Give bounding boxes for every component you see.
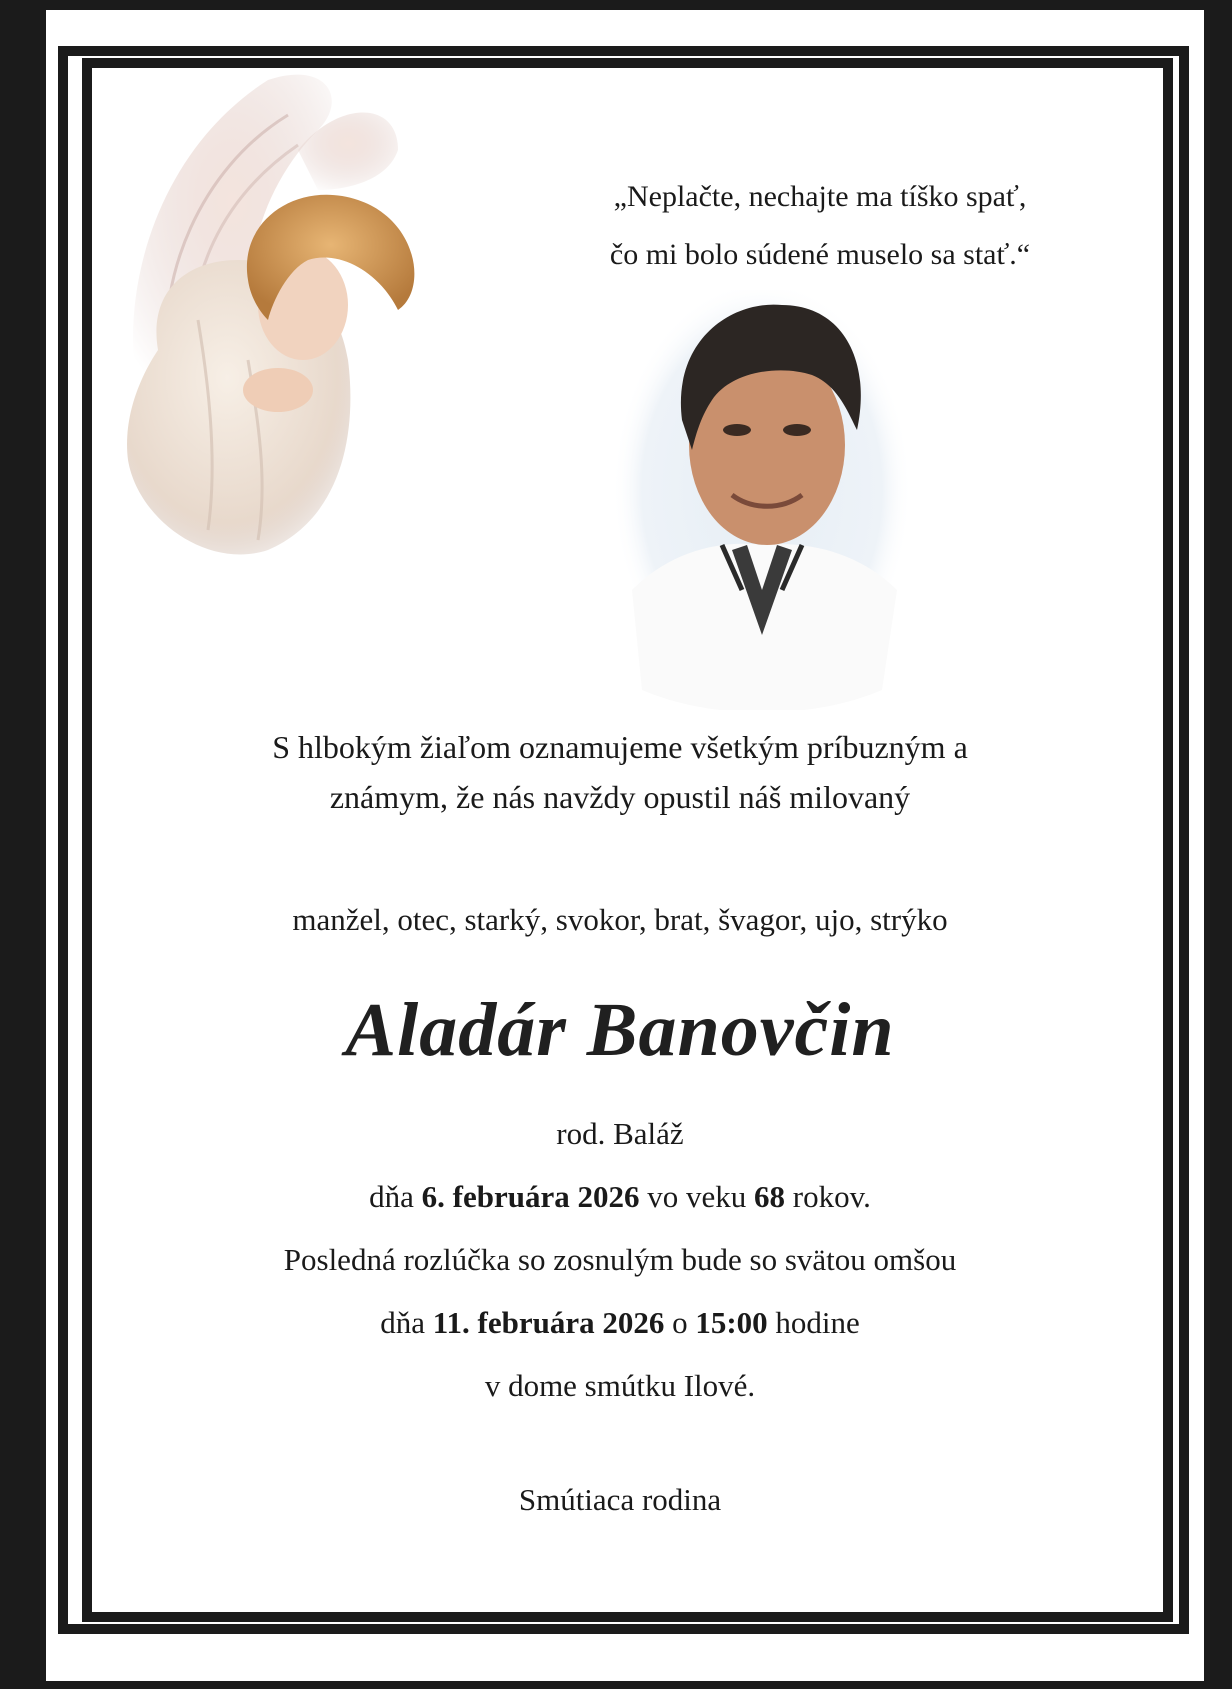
death-date-line bbox=[150, 1165, 1090, 1228]
birth-name: rod. Baláž bbox=[556, 1116, 684, 1151]
announcement-line-1: S hlbokým žiaľom oznamujeme všetkým príbuzným a bbox=[272, 729, 968, 765]
farewell-line-1: Posledná rozlúčka so zosnulým bude so svätou omšou bbox=[283, 1242, 957, 1277]
farewell-middle: o bbox=[672, 1305, 688, 1340]
family-relations: manžel, otec, starký, svokor, brat, švagor, ujo, strýko bbox=[292, 902, 948, 937]
quote-line-2: čo mi bolo súdené muselo sa stať.“ bbox=[609, 238, 1031, 271]
death-date: 6. februára 2026 bbox=[421, 1179, 640, 1214]
farewell-time: 15:00 bbox=[695, 1305, 768, 1340]
farewell-prefix: dňa bbox=[380, 1305, 425, 1340]
death-prefix: dňa bbox=[369, 1179, 414, 1214]
death-age: 68 bbox=[754, 1179, 786, 1214]
portrait-photo bbox=[612, 290, 912, 710]
deceased-name: Aladár Banovčin bbox=[345, 988, 895, 1072]
farewell-date-line bbox=[150, 1291, 1090, 1354]
announcement-line-2: známym, že nás navždy opustil náš milovaný bbox=[329, 779, 911, 815]
announcement-text bbox=[150, 722, 1090, 822]
death-suffix: rokov. bbox=[792, 1179, 871, 1214]
farewell-place: v dome smútku Ilové. bbox=[484, 1368, 756, 1403]
quote-line-1: „Neplačte, nechajte ma tíško spať, bbox=[613, 180, 1027, 213]
farewell-suffix: hodine bbox=[775, 1305, 860, 1340]
family-signature: Smútiaca rodina bbox=[518, 1482, 722, 1517]
farewell-date: 11. februára 2026 bbox=[432, 1305, 665, 1340]
obituary-details bbox=[150, 1102, 1090, 1417]
death-middle: vo veku bbox=[647, 1179, 747, 1214]
memorial-quote bbox=[560, 168, 1080, 284]
angel-illustration bbox=[98, 60, 478, 570]
